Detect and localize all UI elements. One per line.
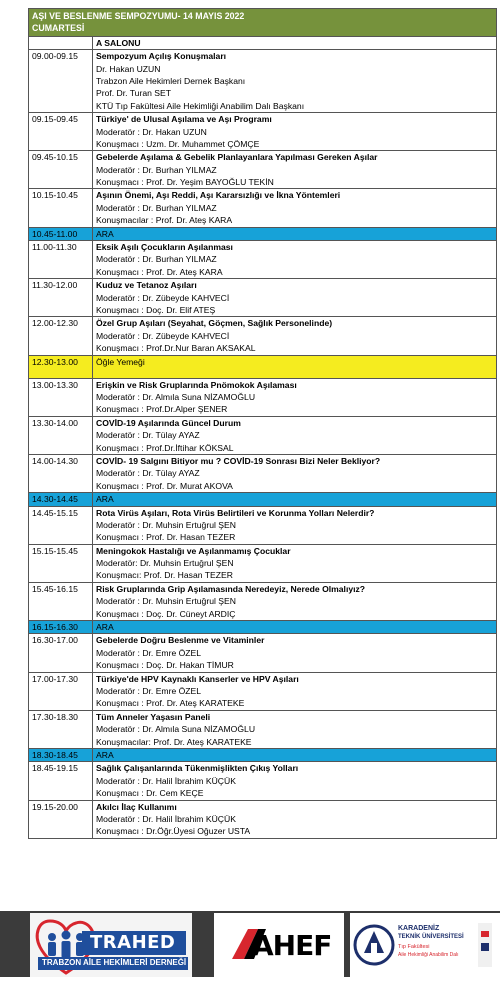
session-title: Sempozyum Açılış Konuşmaları <box>96 51 227 62</box>
session-details <box>93 634 497 672</box>
session-person-line: KTÜ Tıp Fakültesi Aile Hekimliği Anabilim Dalı Başkanı <box>96 100 305 111</box>
session-details <box>93 378 497 416</box>
session-title: Akılcı İlaç Kullanımı <box>96 801 177 812</box>
session-person-line: Moderatör : Dr. Tülay AYAZ <box>96 468 200 479</box>
session-person-line: Moderatör: Dr. Muhsin Ertuğrul ŞEN <box>96 558 234 569</box>
session-time: 17.30-18.30 <box>29 710 93 748</box>
session-person-line: Konuşmacı : Doç. Dr. Elif ATEŞ <box>96 305 216 316</box>
hall-spacer-cell <box>29 36 93 49</box>
break-label: ARA <box>93 621 497 634</box>
session-time: 11.30-12.00 <box>29 279 93 317</box>
session-person-line: Moderatör : Dr. Almıla Suna NİZAMOĞLU <box>96 724 256 735</box>
break-label: ARA <box>93 748 497 761</box>
session-person-line: Konuşmacılar: Prof. Dr. Ateş KARATEKE <box>96 736 252 747</box>
session-person-line: Konuşmacı : Uzm. Dr. Muhammet ÇÖMÇE <box>96 138 260 149</box>
trahed-subtitle: TRABZON AİLE HEKİMLERİ DERNEĞİ <box>42 958 187 967</box>
session-time: 10.45-11.00 <box>29 227 93 240</box>
session-person-line: Moderatör : Dr. Burhan YILMAZ <box>96 202 217 213</box>
session-time: 10.15-10.45 <box>29 189 93 227</box>
session-time: 09.15-09.45 <box>29 113 93 151</box>
session-time: 17.00-17.30 <box>29 672 93 710</box>
lunch-label: Öğle Yemeği <box>93 355 497 378</box>
session-details <box>93 241 497 279</box>
session-person-line: Konuşmacı : Doç. Dr. Hakan TİMUR <box>96 660 234 671</box>
session-row <box>29 241 497 279</box>
session-details <box>93 800 497 838</box>
header-cell <box>29 9 497 37</box>
session-time: 15.15-15.45 <box>29 544 93 582</box>
session-person-line: Moderatör : Dr. Muhsin Ertuğrul ŞEN <box>96 596 236 607</box>
session-row <box>29 634 497 672</box>
session-details <box>93 189 497 227</box>
session-person-line: Konuşmacı : Prof.Dr.Nur Baran AKSAKAL <box>96 343 256 354</box>
session-title: Gebelerde Doğru Beslenme ve Vitaminler <box>96 635 265 646</box>
session-time: 09.45-10.15 <box>29 151 93 189</box>
session-row <box>29 378 497 416</box>
session-time: 14.45-15.15 <box>29 506 93 544</box>
session-person-line: Moderatör : Dr. Zübeyde KAHVECİ <box>96 292 230 303</box>
session-time: 18.30-18.45 <box>29 748 93 761</box>
session-person-line: Prof. Dr. Turan SET <box>96 88 171 99</box>
session-time: 09.00-09.15 <box>29 50 93 113</box>
session-details <box>93 113 497 151</box>
break-label: ARA <box>93 493 497 506</box>
session-person-line: Moderatör : Dr. Halil İbrahim KÜÇÜK <box>96 775 236 786</box>
session-person-line: Moderatör : Dr. Almıla Suna NİZAMOĞLU <box>96 391 256 402</box>
session-time: 11.00-11.30 <box>29 241 93 279</box>
session-time: 15.45-16.15 <box>29 582 93 620</box>
session-row <box>29 113 497 151</box>
break-label: ARA <box>93 227 497 240</box>
ktu-line4: Aile Hekimliği Anabilim Dalı <box>398 952 459 958</box>
session-title: Erişkin ve Risk Gruplarında Pnömokok Aşılaması <box>96 379 297 390</box>
session-person-line: Konuşmacı : Prof.Dr.Alper ŞENER <box>96 404 228 415</box>
break-row <box>29 227 497 240</box>
session-person-line: Moderatör : Dr. Burhan YILMAZ <box>96 164 217 175</box>
session-details <box>93 762 497 800</box>
footer-logos <box>0 911 500 977</box>
session-details <box>93 279 497 317</box>
session-person-line: Moderatör : Dr. Tülay AYAZ <box>96 430 200 441</box>
session-row <box>29 317 497 355</box>
session-title: Risk Gruplarında Grip Aşılamasında Neredeyiz, Nerede Olmalıyız? <box>96 583 366 594</box>
session-row <box>29 710 497 748</box>
session-person-line: Moderatör : Dr. Emre ÖZEL <box>96 647 202 658</box>
ktu-line2: TEKNİK ÜNİVERSİTESİ <box>398 934 464 940</box>
session-person-line: Konuşmacı : Doç. Dr. Cüneyt ARDIÇ <box>96 608 236 619</box>
session-person-line: Trabzon Aile Hekimleri Dernek Başkanı <box>96 75 246 86</box>
session-time: 16.30-17.00 <box>29 634 93 672</box>
session-title: Gebelerde Aşılama & Gebelik Planlayanlara Yapılması Gereken Aşılar <box>96 152 378 163</box>
session-details <box>93 317 497 355</box>
session-title: Türkiye' de Ulusal Aşılama ve Aşı Programı <box>96 114 272 125</box>
session-person-line: Moderatör : Dr. Halil İbrahim KÜÇÜK <box>96 813 236 824</box>
session-title: Eksik Aşılı Çocukların Aşılanması <box>96 242 233 253</box>
session-time: 14.00-14.30 <box>29 454 93 492</box>
program-sheet <box>28 8 496 839</box>
session-row <box>29 582 497 620</box>
session-details <box>93 672 497 710</box>
session-row <box>29 189 497 227</box>
ktu-line1: KARADENİZ <box>398 925 440 932</box>
symposium-title: AŞI VE BESLENME SEMPOZYUMU- 14 MAYIS 2022 <box>32 11 245 21</box>
session-person-line: Konuşmacılar : Prof. Dr. Ateş KARA <box>96 215 233 226</box>
session-details <box>93 710 497 748</box>
session-row <box>29 151 497 189</box>
session-row <box>29 800 497 838</box>
session-person-line: Konuşmacı : Prof. Dr. Ateş KARATEKE <box>96 698 245 709</box>
session-title: Aşının Önemi, Aşı Reddi, Aşı Kararsızlığı ve İkna Yöntemleri <box>96 190 341 201</box>
session-title: Sağlık Çalışanlarında Tükenmişlikten Çıkış Yolları <box>96 763 299 774</box>
session-time: 13.00-13.30 <box>29 378 93 416</box>
session-details <box>93 582 497 620</box>
session-title: Rota Virüs Aşıları, Rota Virüs Belirtileri ve Korunma Yolları Nelerdir? <box>96 507 375 518</box>
session-person-line: Konuşmacı : Prof.Dr.İftihar KÖKSAL <box>96 442 234 453</box>
session-title: COVİD- 19 Salgını Bitiyor mu ? COVİD-19 Sonrası Bizi Neler Bekliyor? <box>96 455 381 466</box>
session-person-line: Konuşmacı : Dr. Cem KEÇE <box>96 788 204 799</box>
session-person-line: Konuşmacı : Prof. Dr. Yeşim BAYOĞLU TEKİN <box>96 177 274 188</box>
ahef-logo <box>214 913 344 977</box>
session-details <box>93 151 497 189</box>
session-details <box>93 544 497 582</box>
session-person-line: Moderatör : Dr. Hakan UZUN <box>96 126 207 137</box>
session-row <box>29 416 497 454</box>
session-person-line: Konuşmacı : Prof. Dr. Hasan TEZER <box>96 532 236 543</box>
session-row <box>29 279 497 317</box>
session-time: 12.00-12.30 <box>29 317 93 355</box>
session-person-line: Konuşmacı : Prof. Dr. Murat AKOVA <box>96 480 233 491</box>
ktu-logo <box>350 913 500 977</box>
trahed-name: TRAHED <box>90 932 176 953</box>
session-title: COVİD-19 Aşılarında Güncel Durum <box>96 417 241 428</box>
header-row <box>29 9 497 37</box>
session-details <box>93 416 497 454</box>
session-person-line: Konuşmacı : Prof. Dr. Ateş KARA <box>96 266 223 277</box>
ktu-line3: Tıp Fakültesi <box>398 944 430 950</box>
session-row <box>29 454 497 492</box>
session-title: Meningokok Hastalığı ve Aşılanmamış Çocuklar <box>96 545 291 556</box>
session-person-line: Moderatör : Dr. Zübeyde KAHVECİ <box>96 330 230 341</box>
break-row <box>29 493 497 506</box>
hall-row <box>29 36 497 49</box>
session-time: 19.15-20.00 <box>29 800 93 838</box>
trahed-logo <box>30 913 192 977</box>
session-details <box>93 454 497 492</box>
break-row <box>29 748 497 761</box>
session-person-line: Dr. Hakan UZUN <box>96 63 161 74</box>
ahef-name: AHEF <box>252 929 332 962</box>
session-details <box>93 506 497 544</box>
session-person-line: Moderatör : Dr. Burhan YILMAZ <box>96 254 217 265</box>
session-time: 16.15-16.30 <box>29 621 93 634</box>
session-title: Kuduz ve Tetanoz Aşıları <box>96 280 197 291</box>
session-row <box>29 544 497 582</box>
session-row <box>29 672 497 710</box>
session-person-line: Moderatör : Dr. Muhsin Ertuğrul ŞEN <box>96 519 236 530</box>
session-row <box>29 506 497 544</box>
session-person-line: Konuşmacı: Prof. Dr. Hasan TEZER <box>96 570 233 581</box>
lunch-row <box>29 355 497 378</box>
session-time: 14.30-14.45 <box>29 493 93 506</box>
session-title: Özel Grup Aşıları (Seyahat, Göçmen, Sağlık Personelinde) <box>96 318 333 329</box>
program-table <box>28 8 497 839</box>
session-time: 18.45-19.15 <box>29 762 93 800</box>
session-time: 13.30-14.00 <box>29 416 93 454</box>
session-time: 12.30-13.00 <box>29 355 93 378</box>
symposium-day: CUMARTESİ <box>32 23 85 34</box>
session-title: Tüm Anneler Yaşasın Paneli <box>96 711 211 722</box>
session-details <box>93 50 497 113</box>
session-person-line: Konuşmacı : Dr.Öğr.Üyesi Oğuzer USTA <box>96 826 251 837</box>
session-row <box>29 50 497 113</box>
session-person-line: Moderatör : Dr. Emre ÖZEL <box>96 685 202 696</box>
session-title: Türkiye'de HPV Kaynaklı Kanserler ve HPV Aşıları <box>96 673 299 684</box>
break-row <box>29 621 497 634</box>
hall-name: A SALONU <box>93 36 497 49</box>
session-row <box>29 762 497 800</box>
